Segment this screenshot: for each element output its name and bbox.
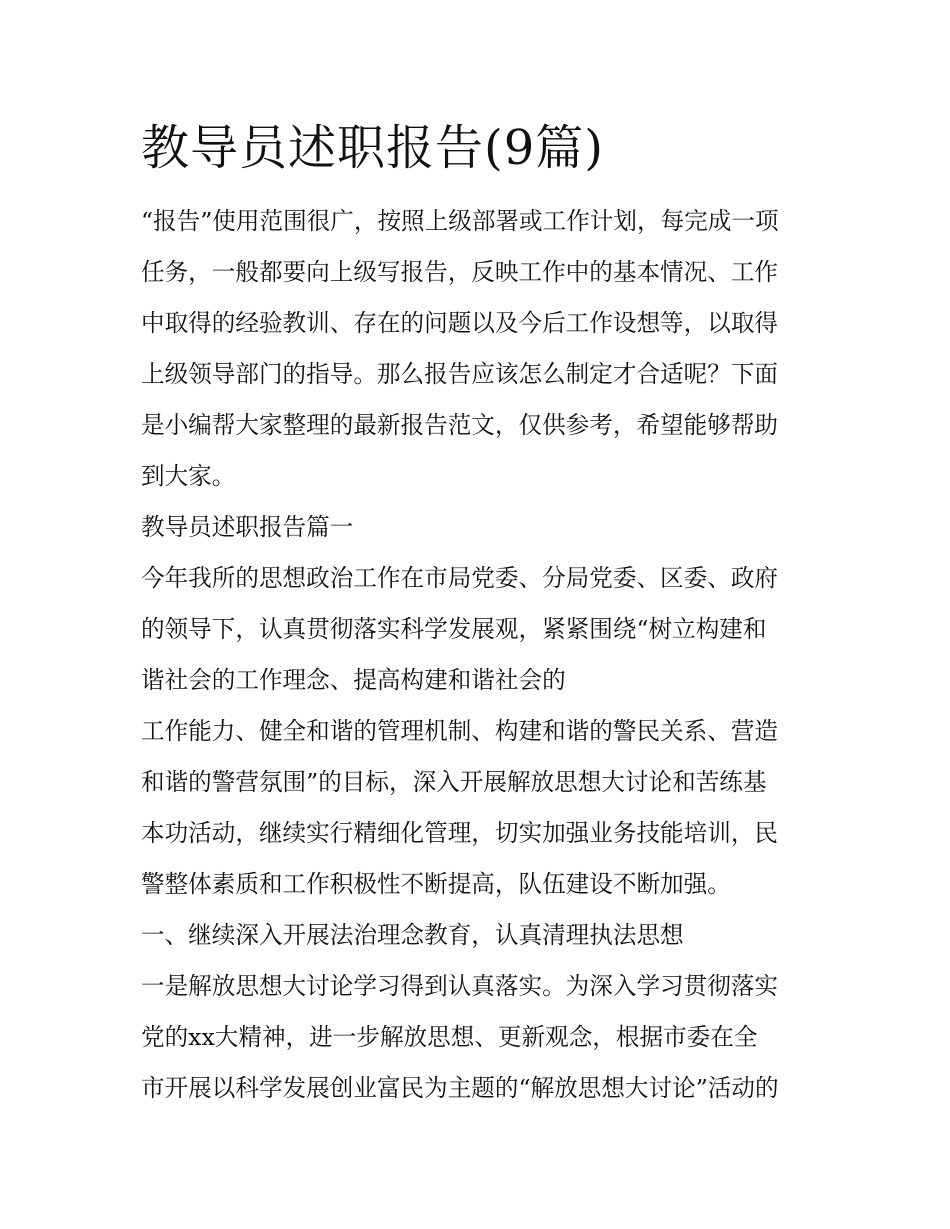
text-line: “报告”使用范围很广，按照上级部署或工作计划，每完成一项 [141, 207, 779, 235]
text-line: 工作能力、健全和谐的管理机制、构建和谐的警民关系、营造 [141, 717, 779, 745]
subsection-heading: 一、继续深入开展法治理念教育，认真清理执法思想 [141, 921, 684, 949]
text-line: 中取得的经验教训、存在的问题以及今后工作设想等，以取得 [141, 309, 779, 337]
text-line: 和谐的警营氛围”的目标，深入开展解放思想大讨论和苦练基 [141, 768, 767, 796]
text-line: 是小编帮大家整理的最新报告范文，仅供参考，希望能够帮助 [141, 411, 779, 439]
document-title: 教导员述职报告(9篇) [141, 120, 604, 176]
text-line: 到大家。 [141, 462, 236, 490]
text-line: 一是解放思想大讨论学习得到认真落实。为深入学习贯彻落实 [141, 972, 779, 1000]
text-line: 今年我所的思想政治工作在市局党委、分局党委、区委、政府 [141, 564, 779, 592]
text-line: 党的xx大精神，进一步解放思想、更新观念，根据市委在全 [141, 1023, 758, 1051]
text-line: 上级领导部门的指导。那么报告应该怎么制定才合适呢？下面 [141, 360, 779, 388]
text-line: 市开展以科学发展创业富民为主题的“解放思想大讨论”活动的 [141, 1074, 779, 1102]
section-heading: 教导员述职报告篇一 [141, 513, 354, 541]
text-line: 任务，一般都要向上级写报告，反映工作中的基本情况、工作 [141, 258, 779, 286]
text-line: 本功活动，继续实行精细化管理，切实加强业务技能培训，民 [141, 819, 779, 847]
document-body [141, 196, 821, 1114]
text-line: 谐社会的工作理念、提高构建和谐社会的 [141, 666, 566, 694]
text-line: 警整体素质和工作积极性不断提高，队伍建设不断加强。 [141, 870, 731, 898]
text-line: 的领导下，认真贯彻落实科学发展观，紧紧围绕“树立构建和 [141, 615, 767, 643]
